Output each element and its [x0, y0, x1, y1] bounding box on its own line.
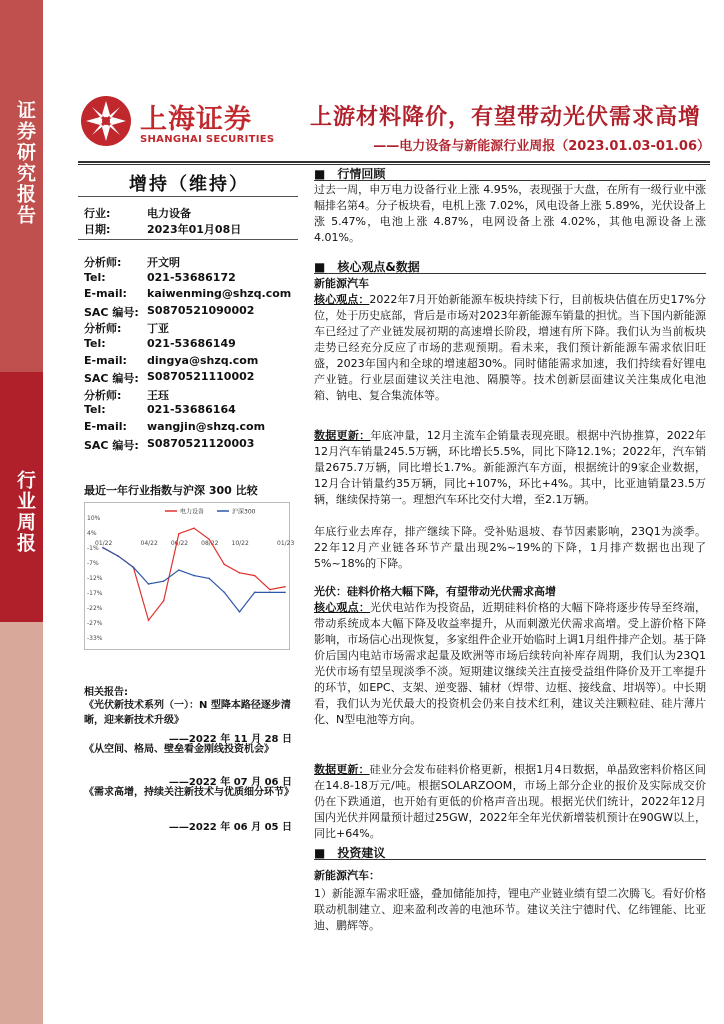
y-tick-label: -1% [87, 545, 99, 552]
brand-name-en: SHANGHAI SECURITIES [140, 134, 275, 145]
rating-divider [78, 196, 298, 197]
nev-core-view: 核心观点：2022年7月开始新能源车板块持续下行，目前板块估值在历史17%分位，处于历史底部，背后是市场对2023年新能源车销量的担忧。当下国内新能源车已经过了产业链发展初期的高速增长阶段，增速有所下降。我们认为当前板块走势已经充分反应了市场的悲观预期。看未来，我们预计新能源车需求依旧旺盛，2023年国内和全球的增速超30%。同时储能需求加速，我们持续看好锂电产业链。行业层面建议关注电池、隔膜等。技术创新层面建议关注集成化电池箱、钠电、复合集流体等。 [314, 293, 706, 402]
header-divider-thin [78, 164, 710, 165]
data-point [239, 572, 241, 574]
data-point [269, 592, 271, 594]
rating: 增持（维持） [129, 174, 249, 195]
analyst-field-value: S0870521090002 [147, 303, 255, 317]
analyst-field-value: S0870521110002 [147, 370, 255, 384]
analyst-field-label: 分析师: [84, 256, 122, 269]
analyst-row [84, 387, 169, 403]
related-report-2[interactable]: 《从空间、格局、壁垒看金刚线投资机会》 [84, 744, 274, 755]
analyst-field-label: E-mail: [84, 420, 127, 433]
x-tick-label: 04/22 [140, 540, 158, 547]
series-line [103, 528, 285, 620]
chart-title: 最近一年行业指数与沪深 300 比较 [84, 484, 258, 497]
x-tick-label: 01/23 [277, 540, 295, 547]
x-tick-label: 10/22 [231, 540, 249, 547]
data-point [269, 589, 271, 591]
pv-core-view: 核心观点：光伏电站作为投资品，近期硅料价格的大幅下降将逐步传导至终端，带动系统成本大幅下降及收益率提升，从而刺激光伏需求高增。受上游价格下降影响，市场信心出现恢复，多家组件企业开始临时上调1月组件排产企划。基于降价后国内电站市场需求起量及欧洲等市场后续转向补库存周期，我们认为23Q1光伏市场有望呈现淡季不淡。短期建议继续关注直接受益组件降价及开工率提升的环节，如EPC、支架、逆变器、辅材（焊带、边框、接线盒、坩埚等）。中长期看，我们认为光伏最大的投资机会仍来自技术红利，建议关注颗粒硅、硅片薄片化、N型电池等方向。 [314, 601, 706, 726]
analyst-row [84, 337, 236, 350]
nev-data-update: 数据更新：年底冲量，12月主流车企销量表现亮眼。根据中汽协推算，2022年12月汽车销量245.5万辆，环比增长5.5%，同比下降12.1%；2022年，汽车销量2675.7万辆，同比增长1.7%。新能源汽车方面，根据统计的9家企业数据，12月合计销量约35万辆，同比+107%，环比+4%。其中，比亚迪销量23.5万辆，继续保持第一。理想汽车环比交付大增，至2.1万辆。 [314, 429, 706, 506]
section-core-line [314, 273, 706, 274]
section-advice-head: ■ 投资建议 [314, 846, 386, 860]
analyst-row [84, 254, 180, 270]
nev-title: 新能源汽车 [314, 277, 369, 290]
shanghai-securities-logo-icon [80, 95, 132, 147]
data-point [254, 592, 256, 594]
y-tick-label: -22% [87, 605, 103, 612]
brand-name-cn: 上海证券 [140, 104, 252, 135]
data-point [178, 533, 180, 535]
related-reports-head: 相关报告: [84, 687, 128, 698]
nev-inventory: 年底行业去库存，排产继续下降。受补贴退坡、春节因素影响，23Q1为淡季。22年12月产业链各环节产量出现2%~19%的下降，1月排产数据也出现了5%~18%的下降。 [314, 525, 706, 570]
related-report-3-date: ——2022 年 06 月 05 日 [168, 822, 292, 833]
legend-label: 电力设备 [180, 508, 205, 516]
analyst-field-label: SAC 编号: [84, 438, 139, 452]
analyst-field-value: dingya@shzq.com [147, 353, 259, 367]
y-tick-label: -27% [87, 620, 103, 627]
pv-title: 光伏：硅料价格大幅下降，有望带动光伏需求高增 [314, 585, 556, 598]
analyst-field-label: Tel: [84, 337, 106, 350]
meta-industry: 行业: 电力设备 [84, 207, 191, 220]
data-point [284, 586, 286, 588]
analyst-row [84, 270, 236, 284]
sidebar-report-type: 证券研究报告 [14, 100, 36, 226]
analyst-field-value: 丁亚 [147, 322, 169, 336]
sidebar-band-bottom [0, 622, 43, 1024]
data-point [239, 611, 241, 613]
analyst-row[interactable] [84, 353, 259, 367]
legend-label: 沪深300 [232, 508, 256, 516]
advice-body: 1）新能源车需求旺盛，叠加储能加持，锂电产业链业绩有望二次腾飞。看好价格联动机制建立、迎来盈利改善的电池环节。建议关注宁德时代、亿纬锂能、比亚迪、鹏辉等。 [314, 887, 706, 932]
x-tick-label: 01/22 [95, 540, 113, 547]
data-point [163, 580, 165, 582]
data-point [193, 527, 195, 529]
analyst-field-label: E-mail: [84, 353, 127, 367]
y-tick-label: 4% [87, 530, 97, 537]
chart-svg [85, 503, 295, 649]
section-review-line [314, 180, 706, 181]
section-advice-line [314, 859, 706, 860]
data-point [284, 592, 286, 594]
data-point [117, 555, 119, 557]
y-tick-label: -33% [87, 635, 103, 642]
header-divider [78, 161, 710, 163]
analyst-row [84, 303, 255, 320]
data-point [163, 600, 165, 602]
index-comparison-chart [84, 502, 295, 650]
data-point [193, 575, 195, 577]
y-tick-label: -12% [87, 575, 103, 582]
analyst-row [84, 320, 169, 336]
advice-nev-title: 新能源汽车： [314, 869, 380, 882]
analyst-field-label: SAC 编号: [84, 372, 139, 386]
analyst-field-value: 021-53686172 [147, 270, 236, 284]
related-report-2-date: ——2022 年 07 月 06 日 [168, 777, 292, 788]
analyst-row[interactable] [84, 287, 292, 301]
x-tick-label: 06/22 [170, 540, 189, 547]
analyst-field-value: 021-53686164 [147, 403, 236, 417]
analyst-field-label: 分析师: [84, 322, 122, 336]
report-title: 上游材料降价，有望带动光伏需求高增 [310, 104, 702, 130]
section-core-head: ■ 核心观点&数据 [314, 260, 420, 274]
analyst-row [84, 436, 255, 453]
analyst-field-value: S0870521120003 [147, 436, 255, 450]
data-point [178, 569, 180, 571]
related-report-1-date: ——2022 年 11 月 28 日 [168, 734, 292, 745]
related-report-3[interactable]: 《需求高增，持续关注新技术与优质细分环节》 [84, 787, 294, 798]
data-point [224, 592, 226, 594]
data-point [208, 578, 210, 580]
data-point [148, 583, 150, 585]
data-point [133, 566, 135, 568]
data-point [208, 539, 210, 541]
analyst-field-label: SAC 编号: [84, 305, 139, 319]
analyst-field-label: Tel: [84, 270, 106, 284]
series-line [103, 548, 285, 612]
analyst-field-label: Tel: [84, 403, 106, 417]
data-point [148, 619, 150, 621]
pv-data-update: 数据更新：硅业分会发布硅料价格更新，根据1月4日数据，单晶致密料价格区间在14.8-18万元/吨。根据SOLARZOOM，市场上部分企业的报价及实际成交价仍在下跌通道，也开始有更低的价格声音出现。根据光伏们统计，2022年12月国内光伏并网量预计超过25GW，2022年全年光伏新增装机预计在90GW以上，同比+64%。 [314, 763, 707, 840]
related-report-1[interactable]: 《光伏新技术系列（一）：N 型降本路径逐步清晰，迎来新技术升级》 [84, 700, 291, 726]
data-point [102, 547, 104, 549]
y-tick-label: -17% [87, 590, 103, 597]
y-tick-label: 10% [87, 515, 101, 522]
analyst-field-label: 分析师: [84, 388, 122, 402]
analyst-row [84, 403, 236, 417]
y-tick-label: -7% [87, 560, 99, 567]
analyst-row [84, 370, 255, 386]
section-review-body: 过去一周，申万电力设备行业上涨 4.95%，表现强于大盘，在所有一级行业中涨幅排名第4。分子板块看，电机上涨 7.02%，风电设备上涨 5.89%，光伏设备上涨 5.47%，电池上涨 4.87%，电网设备上涨 4.02%，其他电源设备上涨 4.01%。 [314, 183, 706, 244]
data-point [224, 564, 226, 566]
analyst-field-value: kaiwenming@shzq.com [147, 287, 292, 301]
analyst-field-label: E-mail: [84, 287, 127, 301]
data-point [254, 575, 256, 577]
analyst-field-value: 021-53686149 [147, 337, 236, 350]
analyst-field-value: 王珏 [147, 388, 169, 402]
meta-divider [78, 239, 298, 240]
analyst-field-value: wangjin@shzq.com [147, 420, 266, 433]
report-subtitle: ——电力设备与新能源行业周报（2023.01.03-01.06） [373, 139, 710, 154]
analyst-field-value: 开文明 [147, 256, 180, 269]
x-tick-label: 08/22 [201, 540, 219, 547]
analyst-row[interactable] [84, 420, 266, 433]
sidebar-report-category: 行业周报 [14, 470, 36, 554]
meta-date: 日期: 2023年01月08日 [84, 223, 242, 236]
section-review-head: ■ 行情回顾 [314, 167, 386, 181]
